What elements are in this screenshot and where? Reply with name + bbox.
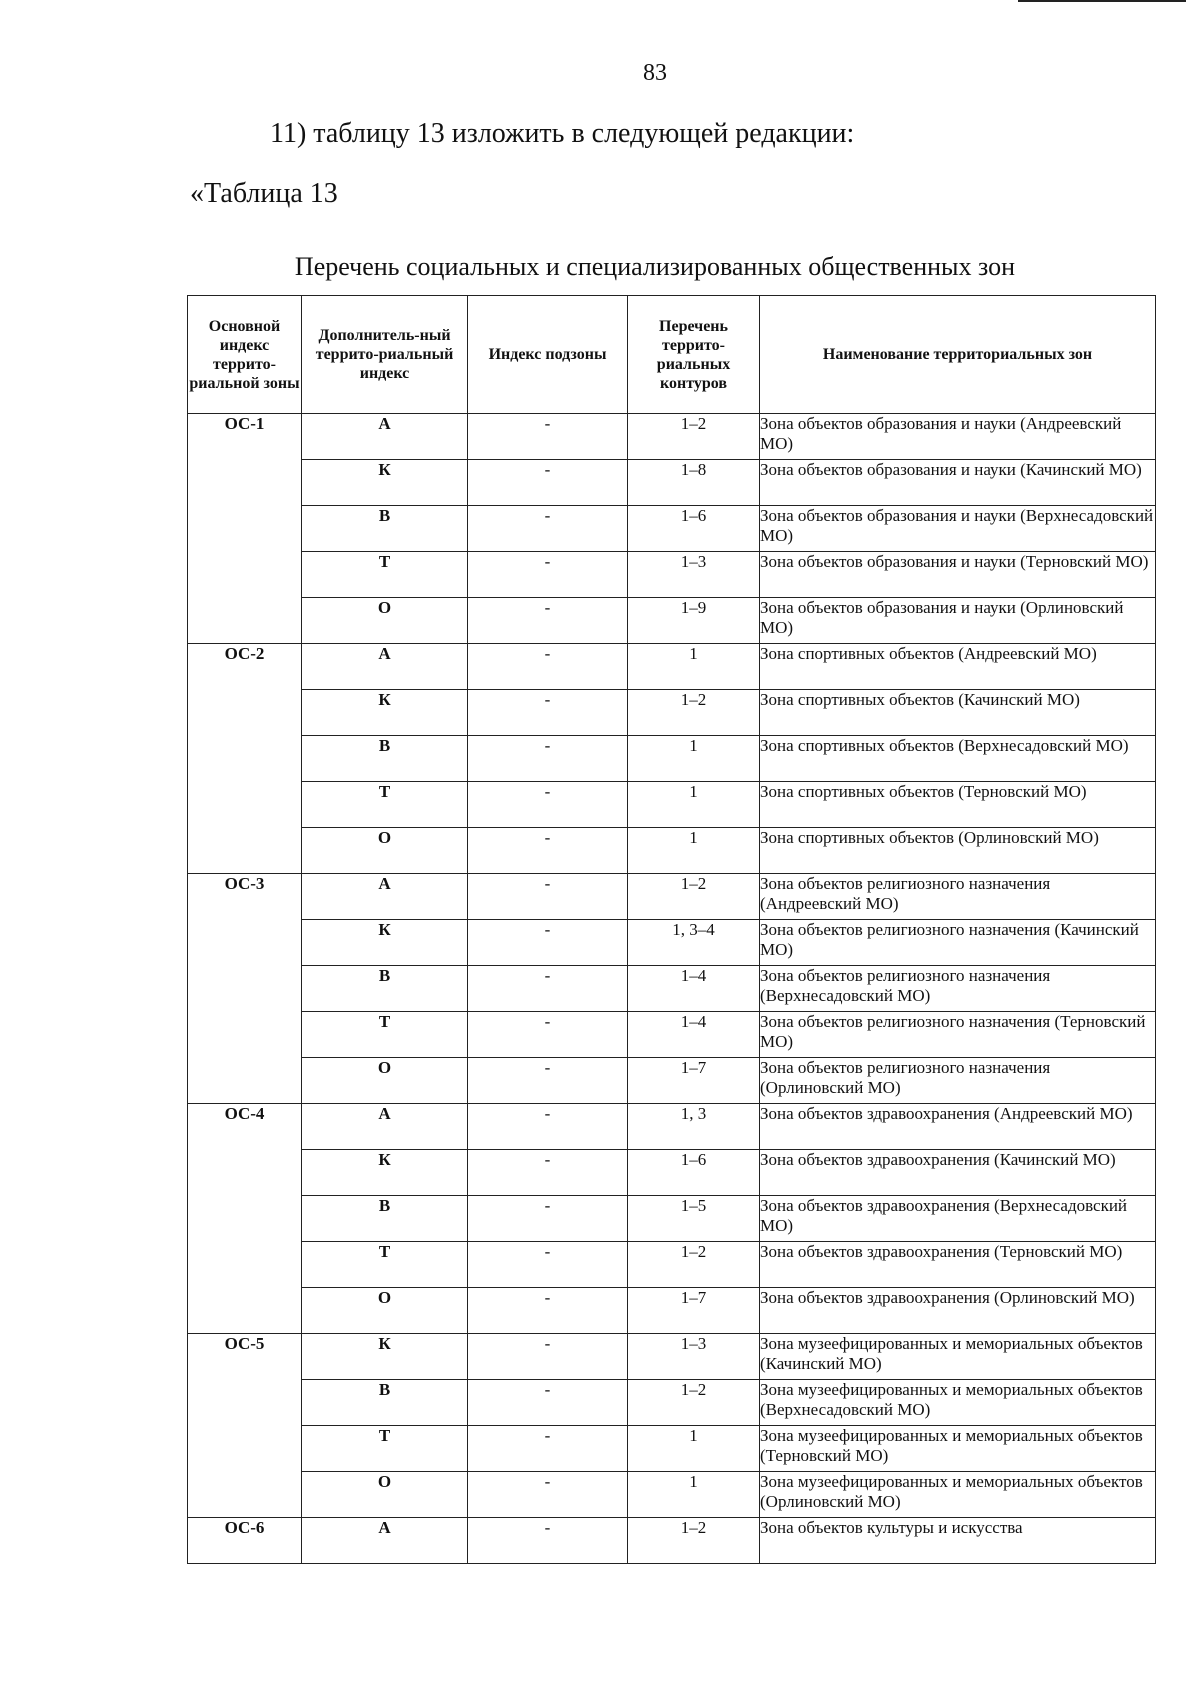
zones-table bbox=[187, 295, 1156, 1564]
cell-contours: 1 bbox=[628, 736, 760, 782]
cell-subzone-index: - bbox=[468, 414, 628, 460]
table-row bbox=[188, 1196, 1156, 1242]
cell-additional-index: А bbox=[302, 874, 468, 920]
cell-contours: 1–5 bbox=[628, 1196, 760, 1242]
cell-main-index: ОС-6 bbox=[188, 1518, 302, 1564]
table-row bbox=[188, 874, 1156, 920]
cell-zone-name: Зона объектов здравоохранения (Качинский МО) bbox=[760, 1150, 1156, 1196]
cell-subzone-index: - bbox=[468, 1334, 628, 1380]
table-row bbox=[188, 1012, 1156, 1058]
cell-additional-index: К bbox=[302, 1334, 468, 1380]
cell-contours: 1, 3 bbox=[628, 1104, 760, 1150]
cell-contours: 1 bbox=[628, 644, 760, 690]
header-zone-name: Наименование территориальных зон bbox=[760, 296, 1156, 414]
cell-contours: 1–2 bbox=[628, 690, 760, 736]
cell-subzone-index: - bbox=[468, 874, 628, 920]
table-row bbox=[188, 1426, 1156, 1472]
cell-zone-name: Зона спортивных объектов (Орлиновский МО) bbox=[760, 828, 1156, 874]
cell-subzone-index: - bbox=[468, 460, 628, 506]
cell-subzone-index: - bbox=[468, 598, 628, 644]
cell-subzone-index: - bbox=[468, 1518, 628, 1564]
table-row bbox=[188, 460, 1156, 506]
table-row bbox=[188, 506, 1156, 552]
cell-subzone-index: - bbox=[468, 552, 628, 598]
table-row bbox=[188, 1058, 1156, 1104]
table-row bbox=[188, 552, 1156, 598]
cell-additional-index: В bbox=[302, 506, 468, 552]
cell-additional-index: В bbox=[302, 1380, 468, 1426]
cell-subzone-index: - bbox=[468, 1104, 628, 1150]
top-rule bbox=[1018, 0, 1186, 2]
cell-zone-name: Зона музеефицированных и мемориальных объектов (Качинский МО) bbox=[760, 1334, 1156, 1380]
cell-subzone-index: - bbox=[468, 1196, 628, 1242]
cell-subzone-index: - bbox=[468, 782, 628, 828]
cell-subzone-index: - bbox=[468, 1472, 628, 1518]
table-row bbox=[188, 1518, 1156, 1564]
cell-additional-index: А bbox=[302, 1104, 468, 1150]
cell-contours: 1–4 bbox=[628, 1012, 760, 1058]
cell-subzone-index: - bbox=[468, 1012, 628, 1058]
cell-contours: 1–2 bbox=[628, 1242, 760, 1288]
cell-subzone-index: - bbox=[468, 1058, 628, 1104]
cell-zone-name: Зона объектов религиозного назначения (Качинский МО) bbox=[760, 920, 1156, 966]
cell-subzone-index: - bbox=[468, 644, 628, 690]
cell-additional-index: О bbox=[302, 828, 468, 874]
cell-zone-name: Зона объектов религиозного назначения (Терновский МО) bbox=[760, 1012, 1156, 1058]
table-body bbox=[188, 414, 1156, 1564]
table-label: «Таблица 13 bbox=[190, 178, 338, 209]
cell-contours: 1–2 bbox=[628, 1380, 760, 1426]
cell-subzone-index: - bbox=[468, 828, 628, 874]
cell-zone-name: Зона объектов образования и науки (Орлиновский МО) bbox=[760, 598, 1156, 644]
cell-subzone-index: - bbox=[468, 736, 628, 782]
cell-zone-name: Зона объектов культуры и искусства bbox=[760, 1518, 1156, 1564]
cell-zone-name: Зона объектов религиозного назначения (Андреевский МО) bbox=[760, 874, 1156, 920]
cell-additional-index: В bbox=[302, 736, 468, 782]
cell-additional-index: К bbox=[302, 1150, 468, 1196]
cell-additional-index: К bbox=[302, 460, 468, 506]
cell-zone-name: Зона музеефицированных и мемориальных объектов (Орлиновский МО) bbox=[760, 1472, 1156, 1518]
cell-contours: 1–2 bbox=[628, 1518, 760, 1564]
cell-contours: 1–6 bbox=[628, 506, 760, 552]
table-row bbox=[188, 1380, 1156, 1426]
cell-additional-index: О bbox=[302, 598, 468, 644]
table-row bbox=[188, 690, 1156, 736]
cell-subzone-index: - bbox=[468, 1150, 628, 1196]
header-subzone-index: Индекс подзоны bbox=[468, 296, 628, 414]
table-title: Перечень социальных и специализированных общественных зон bbox=[294, 252, 1016, 281]
cell-additional-index: О bbox=[302, 1472, 468, 1518]
cell-additional-index: В bbox=[302, 1196, 468, 1242]
header-main-index: Основной индекс террито-риальной зоны bbox=[188, 296, 302, 414]
table-row bbox=[188, 1472, 1156, 1518]
cell-additional-index: А bbox=[302, 644, 468, 690]
cell-contours: 1–2 bbox=[628, 874, 760, 920]
cell-additional-index: О bbox=[302, 1058, 468, 1104]
cell-zone-name: Зона объектов образования и науки (Терновский МО) bbox=[760, 552, 1156, 598]
cell-zone-name: Зона объектов здравоохранения (Орлиновский МО) bbox=[760, 1288, 1156, 1334]
cell-contours: 1, 3–4 bbox=[628, 920, 760, 966]
cell-subzone-index: - bbox=[468, 1288, 628, 1334]
cell-additional-index: А bbox=[302, 1518, 468, 1564]
table-row bbox=[188, 1242, 1156, 1288]
cell-contours: 1–7 bbox=[628, 1058, 760, 1104]
cell-zone-name: Зона объектов религиозного назначения (Верхнесадовский МО) bbox=[760, 966, 1156, 1012]
cell-subzone-index: - bbox=[468, 1242, 628, 1288]
cell-main-index: ОС-4 bbox=[188, 1104, 302, 1334]
table-row bbox=[188, 1150, 1156, 1196]
cell-additional-index: Т bbox=[302, 1242, 468, 1288]
cell-additional-index: Т bbox=[302, 552, 468, 598]
cell-contours: 1 bbox=[628, 1426, 760, 1472]
table-row bbox=[188, 920, 1156, 966]
cell-contours: 1–9 bbox=[628, 598, 760, 644]
page-number: 83 bbox=[643, 60, 667, 86]
cell-additional-index: Т bbox=[302, 1426, 468, 1472]
cell-contours: 1–2 bbox=[628, 414, 760, 460]
cell-contours: 1 bbox=[628, 1472, 760, 1518]
cell-zone-name: Зона объектов образования и науки (Андреевский МО) bbox=[760, 414, 1156, 460]
cell-additional-index: Т bbox=[302, 1012, 468, 1058]
header-contours: Перечень террито-риальных контуров bbox=[628, 296, 760, 414]
header-additional-index: Дополнитель-ный террито-риальный индекс bbox=[302, 296, 468, 414]
cell-contours: 1–8 bbox=[628, 460, 760, 506]
cell-zone-name: Зона спортивных объектов (Качинский МО) bbox=[760, 690, 1156, 736]
cell-contours: 1–3 bbox=[628, 1334, 760, 1380]
table-row bbox=[188, 414, 1156, 460]
cell-subzone-index: - bbox=[468, 920, 628, 966]
cell-main-index: ОС-3 bbox=[188, 874, 302, 1104]
cell-additional-index: О bbox=[302, 1288, 468, 1334]
cell-contours: 1 bbox=[628, 782, 760, 828]
cell-contours: 1–3 bbox=[628, 552, 760, 598]
cell-zone-name: Зона объектов здравоохранения (Верхнесадовский МО) bbox=[760, 1196, 1156, 1242]
table-row bbox=[188, 782, 1156, 828]
table-header-row bbox=[188, 296, 1156, 414]
cell-contours: 1–6 bbox=[628, 1150, 760, 1196]
table-row bbox=[188, 828, 1156, 874]
cell-main-index: ОС-1 bbox=[188, 414, 302, 644]
table-row bbox=[188, 1334, 1156, 1380]
cell-zone-name: Зона спортивных объектов (Андреевский МО) bbox=[760, 644, 1156, 690]
cell-additional-index: А bbox=[302, 414, 468, 460]
table-row bbox=[188, 736, 1156, 782]
cell-subzone-index: - bbox=[468, 1426, 628, 1472]
table-row bbox=[188, 644, 1156, 690]
cell-additional-index: Т bbox=[302, 782, 468, 828]
cell-zone-name: Зона спортивных объектов (Терновский МО) bbox=[760, 782, 1156, 828]
cell-zone-name: Зона спортивных объектов (Верхнесадовский МО) bbox=[760, 736, 1156, 782]
cell-zone-name: Зона объектов образования и науки (Верхнесадовский МО) bbox=[760, 506, 1156, 552]
cell-contours: 1 bbox=[628, 828, 760, 874]
cell-subzone-index: - bbox=[468, 1380, 628, 1426]
table-row bbox=[188, 598, 1156, 644]
cell-additional-index: В bbox=[302, 966, 468, 1012]
cell-contours: 1–4 bbox=[628, 966, 760, 1012]
cell-contours: 1–7 bbox=[628, 1288, 760, 1334]
cell-zone-name: Зона объектов религиозного назначения (Орлиновский МО) bbox=[760, 1058, 1156, 1104]
cell-zone-name: Зона музеефицированных и мемориальных объектов (Верхнесадовский МО) bbox=[760, 1380, 1156, 1426]
cell-zone-name: Зона объектов здравоохранения (Терновский МО) bbox=[760, 1242, 1156, 1288]
cell-zone-name: Зона объектов образования и науки (Качинский МО) bbox=[760, 460, 1156, 506]
cell-zone-name: Зона музеефицированных и мемориальных объектов (Терновский МО) bbox=[760, 1426, 1156, 1472]
table-row bbox=[188, 966, 1156, 1012]
cell-subzone-index: - bbox=[468, 506, 628, 552]
cell-additional-index: К bbox=[302, 690, 468, 736]
cell-additional-index: К bbox=[302, 920, 468, 966]
table-row bbox=[188, 1104, 1156, 1150]
cell-main-index: ОС-5 bbox=[188, 1334, 302, 1518]
cell-subzone-index: - bbox=[468, 966, 628, 1012]
intro-text: 11) таблицу 13 изложить в следующей редакции: bbox=[270, 118, 855, 149]
table-row bbox=[188, 1288, 1156, 1334]
cell-main-index: ОС-2 bbox=[188, 644, 302, 874]
cell-subzone-index: - bbox=[468, 690, 628, 736]
cell-zone-name: Зона объектов здравоохранения (Андреевский МО) bbox=[760, 1104, 1156, 1150]
